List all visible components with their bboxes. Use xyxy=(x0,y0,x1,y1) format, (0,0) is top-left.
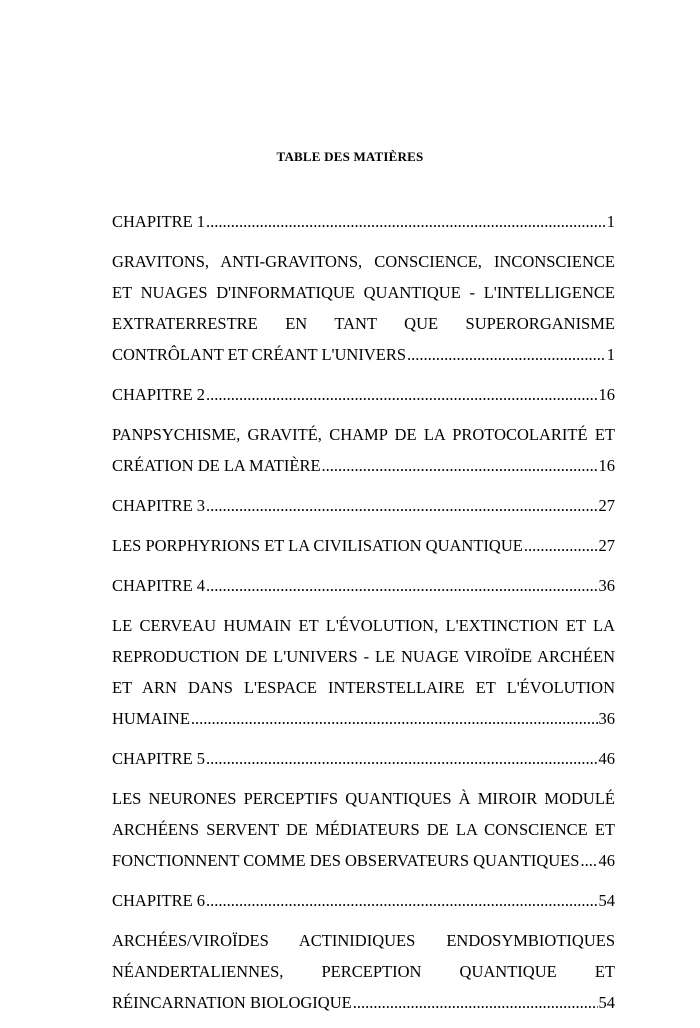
toc-entry-chapter-1[interactable] xyxy=(112,206,615,237)
chapter-label: CHAPITRE 6 xyxy=(112,891,206,910)
section-title-line: LES NEURONES PERCEPTIFS QUANTIQUES À MIROIR MODULÉ xyxy=(112,789,615,808)
section-title-line: ET ARN DANS L'ESPACE INTERSTELLAIRE ET L'ÉVOLUTION xyxy=(112,678,615,697)
leader-dots xyxy=(322,450,598,481)
leader-dots xyxy=(206,570,597,601)
page-number: 36 xyxy=(598,709,615,728)
section-title-last-line: LES PORPHYRIONS ET LA CIVILISATION QUANTIQUE xyxy=(112,536,523,555)
chapter-label: CHAPITRE 1 xyxy=(112,212,206,231)
section-title-line: GRAVITONS, ANTI-GRAVITONS, CONSCIENCE, INCONSCIENCE xyxy=(112,252,615,271)
section-title-line: ET NUAGES D'INFORMATIQUE QUANTIQUE - L'INTELLIGENCE xyxy=(112,283,615,302)
toc-entry-section-3[interactable] xyxy=(112,530,615,561)
section-title-last-line: FONCTIONNENT COMME DES OBSERVATEURS QUANTIQUES xyxy=(112,851,580,870)
page-number: 1 xyxy=(606,345,615,364)
page-number: 46 xyxy=(598,851,615,870)
leader-dots xyxy=(353,987,598,1018)
section-title-line: ARCHÉES/VIROÏDES ACTINIDIQUES ENDOSYMBIOTIQUES xyxy=(112,931,615,950)
toc-entry-section-5[interactable] xyxy=(112,783,615,876)
page-number: 1 xyxy=(606,212,615,231)
toc-entry-section-1[interactable] xyxy=(112,246,615,370)
page-number: 16 xyxy=(598,456,615,475)
chapter-label: CHAPITRE 2 xyxy=(112,385,206,404)
page-number: 46 xyxy=(598,749,615,768)
toc-entry-section-4[interactable] xyxy=(112,610,615,734)
section-title-last-line: RÉINCARNATION BIOLOGIQUE xyxy=(112,993,352,1012)
leader-dots xyxy=(580,845,597,876)
toc-entry-chapter-2[interactable] xyxy=(112,379,615,410)
page-number: 36 xyxy=(598,576,615,595)
section-title-line: EXTRATERRESTRE EN TANT QUE SUPERORGANISME xyxy=(112,314,615,333)
toc-entry-chapter-6[interactable] xyxy=(112,885,615,916)
section-title-line: PANPSYCHISME, GRAVITÉ, CHAMP DE LA PROTOCOLARITÉ ET xyxy=(112,425,615,444)
leader-dots xyxy=(206,379,597,410)
leader-dots xyxy=(407,339,606,370)
page-number: 27 xyxy=(598,536,615,555)
section-title-last-line: HUMAINE xyxy=(112,709,190,728)
leader-dots xyxy=(524,530,598,561)
section-title-line: REPRODUCTION DE L'UNIVERS - LE NUAGE VIROÏDE ARCHÉEN xyxy=(112,647,615,666)
section-title-last-line: CRÉATION DE LA MATIÈRE xyxy=(112,456,321,475)
page-number: 27 xyxy=(598,496,615,515)
toc-entry-chapter-3[interactable] xyxy=(112,490,615,521)
chapter-label: CHAPITRE 5 xyxy=(112,749,206,768)
leader-dots xyxy=(206,206,606,237)
page-number: 16 xyxy=(598,385,615,404)
page-number: 54 xyxy=(598,891,615,910)
toc-title: TABLE DES MATIÈRES xyxy=(276,149,424,164)
section-title-line: ARCHÉENS SERVENT DE MÉDIATEURS DE LA CONSCIENCE ET xyxy=(112,820,615,839)
leader-dots xyxy=(206,490,597,521)
section-title-line: NÉANDERTALIENNES, PERCEPTION QUANTIQUE ET xyxy=(112,962,615,981)
page-number: 54 xyxy=(598,993,615,1012)
chapter-label: CHAPITRE 3 xyxy=(112,496,206,515)
leader-dots xyxy=(191,703,598,734)
section-title-line: LE CERVEAU HUMAIN ET L'ÉVOLUTION, L'EXTINCTION ET LA xyxy=(112,616,615,635)
section-title-last-line: CONTRÔLANT ET CRÉANT L'UNIVERS xyxy=(112,345,407,364)
toc-entry-chapter-5[interactable] xyxy=(112,743,615,774)
leader-dots xyxy=(206,885,597,916)
toc-entry-section-2[interactable] xyxy=(112,419,615,481)
toc-entry-chapter-4[interactable] xyxy=(112,570,615,601)
toc-entry-section-6[interactable] xyxy=(112,925,615,1018)
table-of-contents xyxy=(112,206,615,1027)
chapter-label: CHAPITRE 4 xyxy=(112,576,206,595)
leader-dots xyxy=(206,743,597,774)
